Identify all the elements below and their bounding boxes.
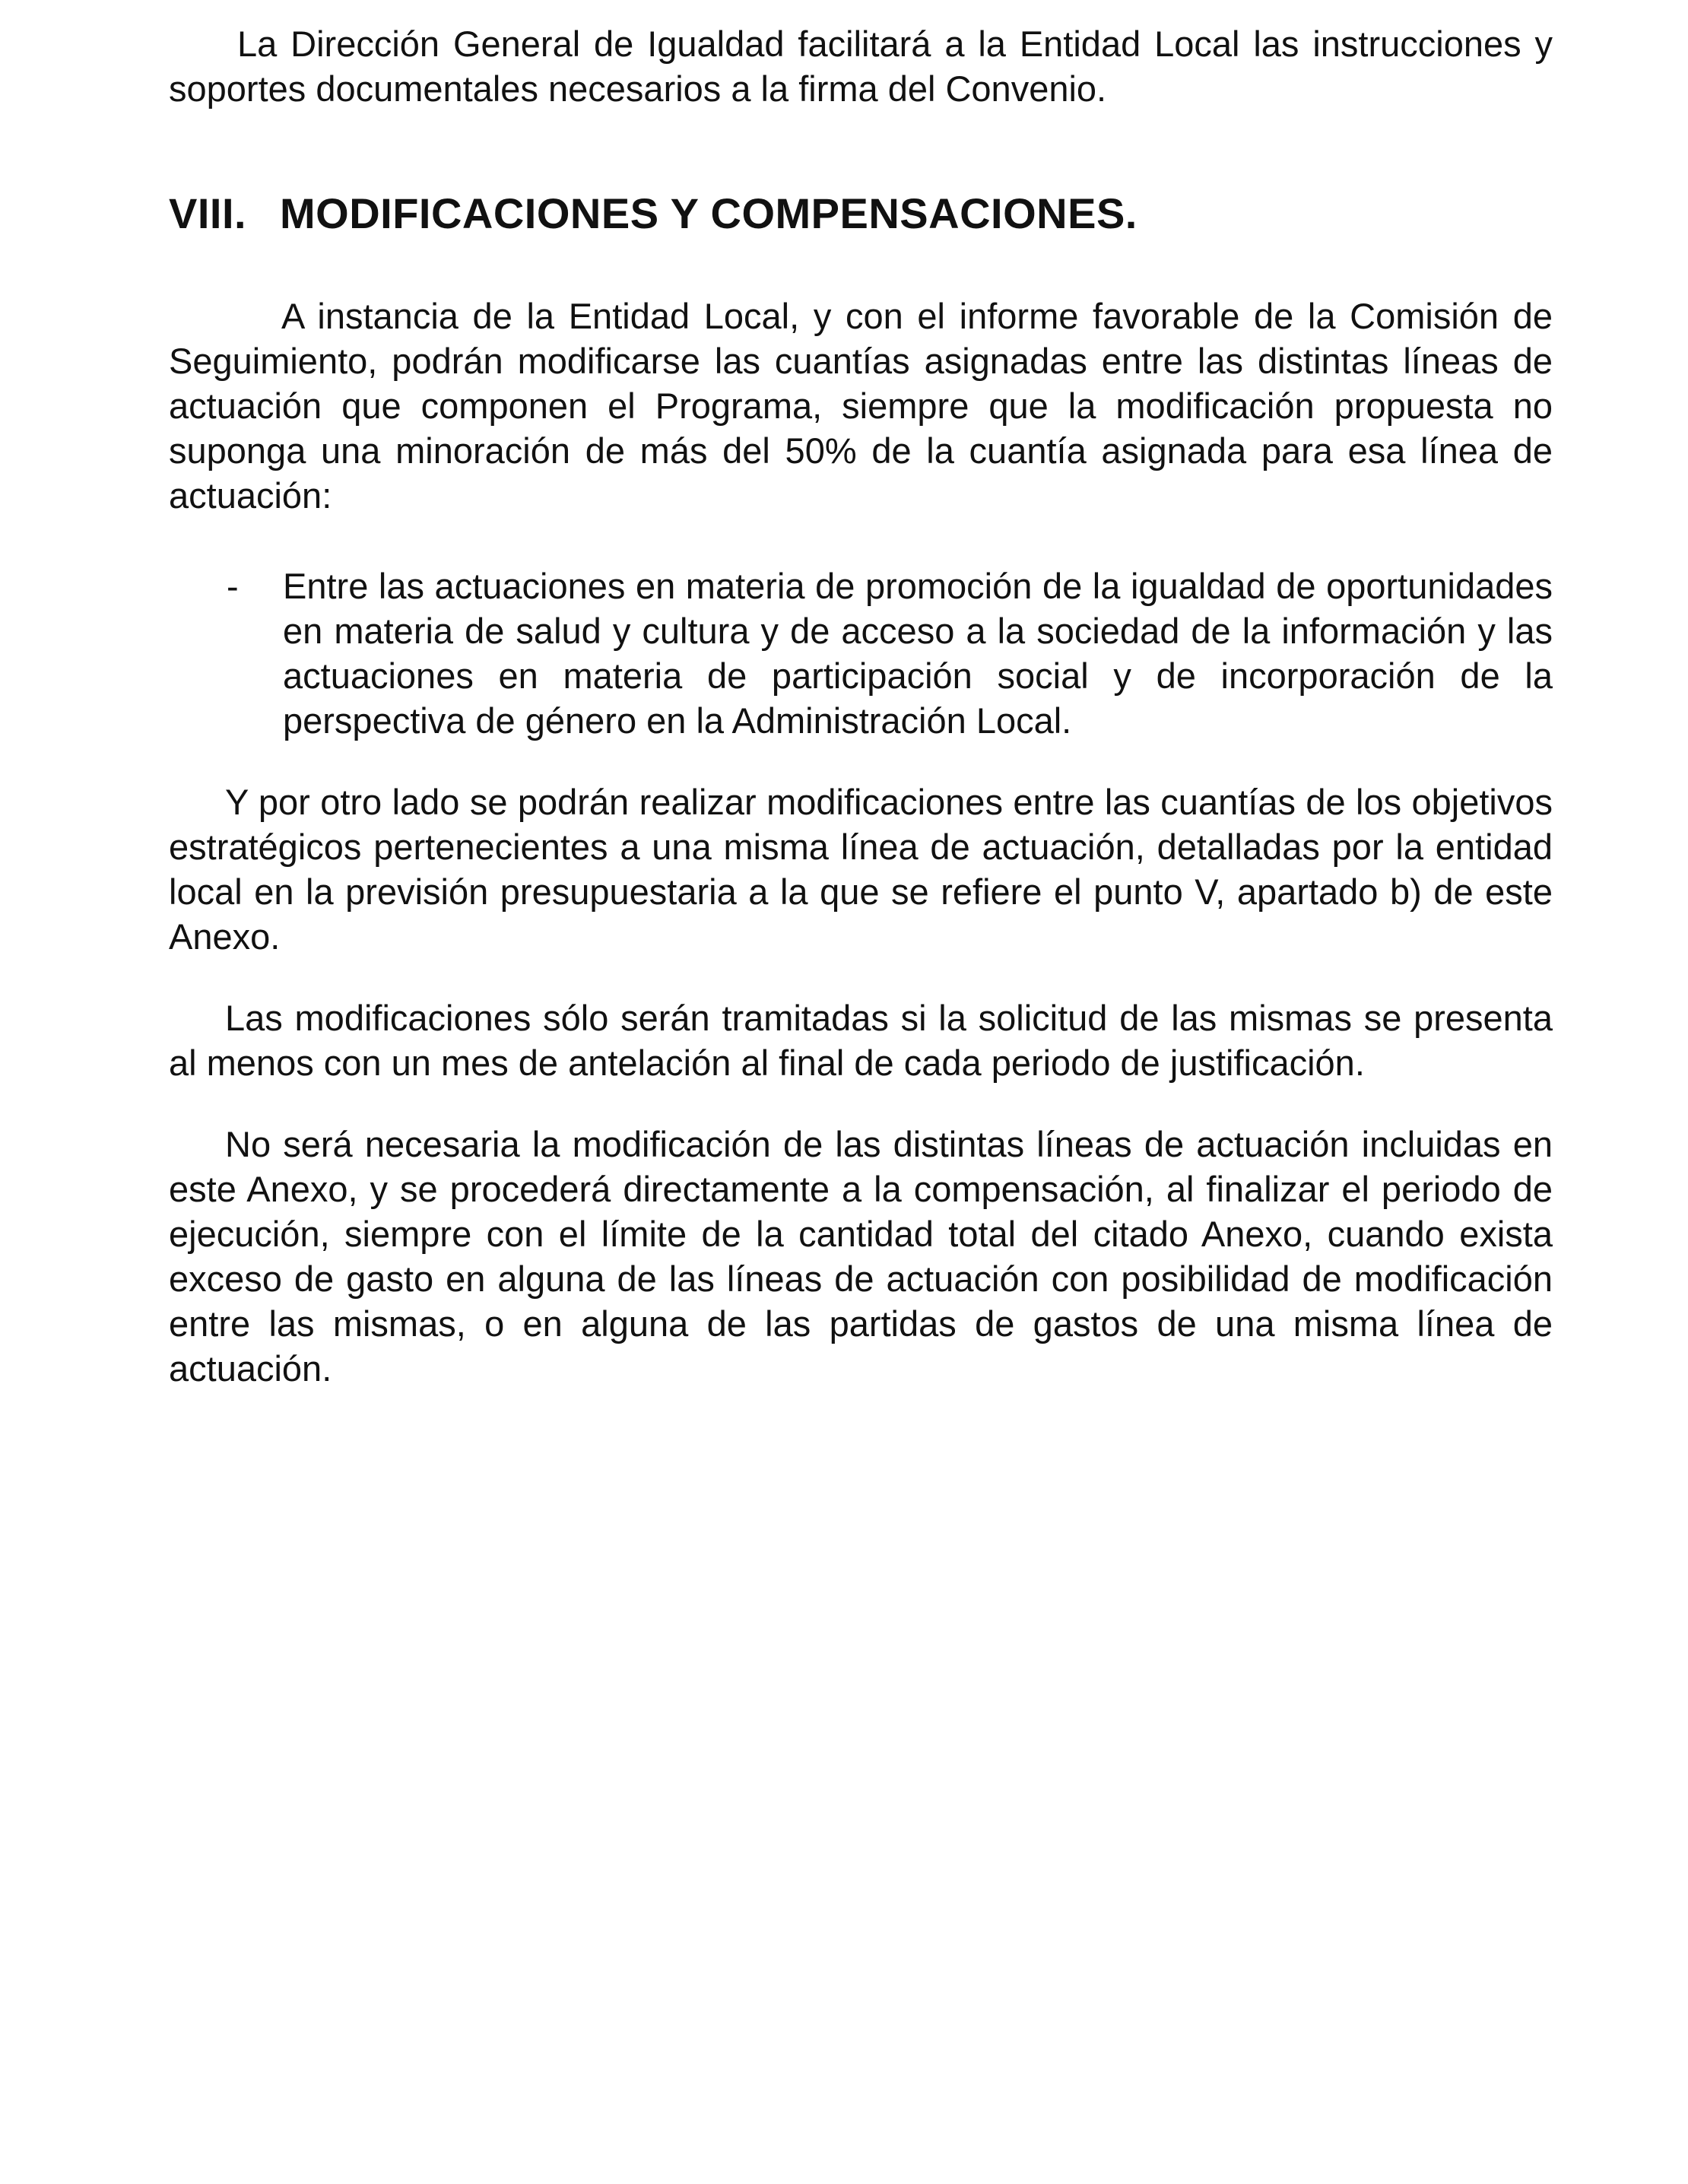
body-paragraph-3: Las modificaciones sólo serán tramitadas si la solicitud de las mismas se presenta al menos con un mes de antelación al final de cada periodo de justificación.	[169, 998, 1553, 1083]
document-page	[169, 21, 1553, 1391]
section-heading	[169, 187, 1553, 240]
body-paragraph-1: A instancia de la Entidad Local, y con el informe favorable de la Comisión de Seguimiento, podrán modificarse las cuantías asignadas entre las distintas líneas de actuación que componen el Programa, siempre que la modificación propuesta no suponga una minoración de más del 50% de la cuantía asignada para esa línea de actuación:	[169, 296, 1553, 516]
body-paragraph-4: No será necesaria la modificación de las distintas líneas de actuación incluidas en este Anexo, y se procederá directamente a la compensación, al finalizar el periodo de ejecución, siempre con el límite de la cantidad total del citado Anexo, cuando exista exceso de gasto en alguna de las líneas de actuación con posibilidad de modificación entre las mismas, o en alguna de las partidas de gastos de una misma línea de actuación.	[169, 1124, 1553, 1389]
intro-paragraph: La Dirección General de Igualdad facilitará a la Entidad Local las instrucciones y soportes documentales necesarios a la firma del Convenio.	[169, 24, 1553, 109]
bullet-item	[169, 563, 1553, 743]
body-paragraph-2: Y por otro lado se podrán realizar modificaciones entre las cuantías de los objetivos estratégicos pertenecientes a una misma línea de actuación, detalladas por la entidad local en la previsión presupuestaria a la que se refiere el punto V, apartado b) de este Anexo.	[169, 782, 1553, 957]
bullet-marker: -	[227, 566, 239, 606]
bullet-text: Entre las actuaciones en materia de promoción de la igualdad de oportunidades en materia de salud y cultura y de acceso a la sociedad de la información y las actuaciones en materia de participación social y de incorporación de la perspectiva de género en la Administración Local.	[283, 566, 1553, 741]
section-number: VIII.	[169, 189, 247, 237]
section-title: MODIFICACIONES Y COMPENSACIONES.	[280, 189, 1137, 237]
